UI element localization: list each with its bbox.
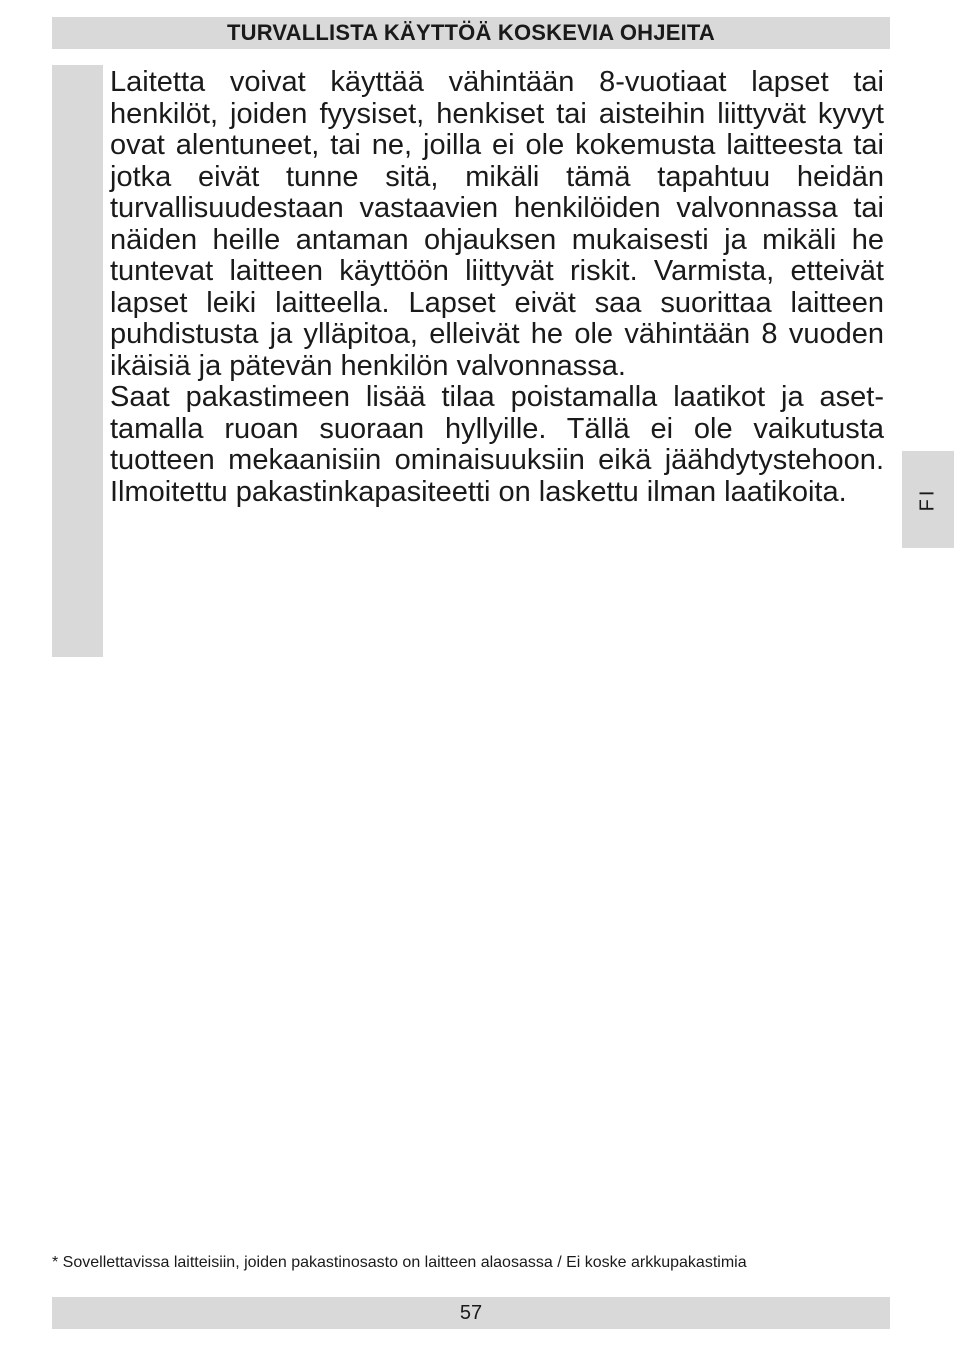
language-tab [902,451,954,548]
left-margin-bar [52,65,103,657]
page-header [52,17,890,49]
paragraph-child-safety: Laitetta voivat käyttää vähintään 8-vuotiaat lapset tai henkilöt, joiden fyysiset, henkiset tai aisteihin liittyvät kyvyt ovat alentuneet, tai ne, joilla ei ole kokemusta laitteesta tai jotka eivät tunne sitä, mikäli tämä tapahtuu heidän turvallisuudestaan vastaavien henkilöiden valvonnassa tai näiden heille antaman ohjauksen mukaisesti ja mikäli he tuntevat laitteen käyttöön liittyvät riskit. Varmista, etteivät lapset leiki laitteella. Lapset eivät saa suorittaa laitteen puhdistusta ja ylläpitoa, elleivät he ole vähintään 8 vuoden ikäisiä ja pätevän henkilön valvonnassa. [110,66,884,382]
body-text [110,67,884,508]
page-footer [52,1297,890,1329]
language-label: FI [916,487,939,512]
paragraph-freezer-space: Saat pakastimeen lisää tilaa poistamalla laatikot ja asettamalla ruoan suoraan hyllyille. Tällä ei ole vaikutusta tuotteen mekaanisiin ominaisuuksiin eikä jäähdytystehoon. Ilmoitettu pakastinkapasiteetti on laskettu ilman laatikoita. [110,381,884,508]
page-number: 57 [459,1301,483,1324]
section-title: TURVALLISTA KÄYTTÖÄ KOSKEVIA OHJEITA [227,20,715,45]
footnote: * Sovellettavissa laitteisiin, joiden pakastinosasto on laitteen alaosassa / Ei koske arkkupakastimia [52,1254,747,1271]
